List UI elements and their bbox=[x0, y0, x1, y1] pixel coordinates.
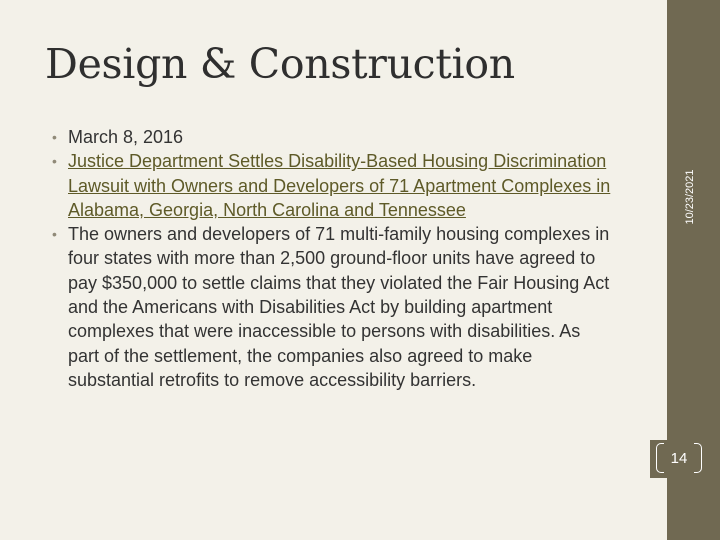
bullet-list bbox=[52, 125, 612, 392]
bullet-text-date: March 8, 2016 bbox=[68, 127, 184, 147]
bullet-icon: • bbox=[52, 129, 57, 145]
bullet-text-summary: The owners and developers of 71 multi-family housing complexes in four states with more than 2,500 ground-floor units have agreed to pay $350,000 to settle claims that they violated the Fair Housing Act and the Americans with Disabilities Act by building apartment complexes that were inaccessible to persons with disabilities. As part of the settlement, the companies also agreed to make substantial retrofits to remove accessibility barriers. bbox=[68, 224, 610, 390]
bullet-icon: • bbox=[52, 153, 57, 170]
date-text: 10/23/2021 bbox=[684, 169, 696, 225]
headline-link[interactable]: Justice Department Settles Disability-Based Housing Discrimination Lawsuit with Owners and Developers of 71 Apartment Complexes in Alabama, Georgia, North Carolina and Tennessee bbox=[68, 151, 611, 220]
bracket-right-icon bbox=[694, 443, 702, 473]
slide-title: Design & Construction bbox=[45, 40, 515, 88]
bullet-item-headline[interactable] bbox=[52, 149, 612, 222]
page-number-badge bbox=[650, 440, 708, 478]
bullet-item-date bbox=[52, 125, 612, 149]
page-number: 14 bbox=[670, 450, 688, 467]
bullet-item-summary bbox=[52, 222, 612, 392]
bullet-icon: • bbox=[52, 226, 57, 243]
